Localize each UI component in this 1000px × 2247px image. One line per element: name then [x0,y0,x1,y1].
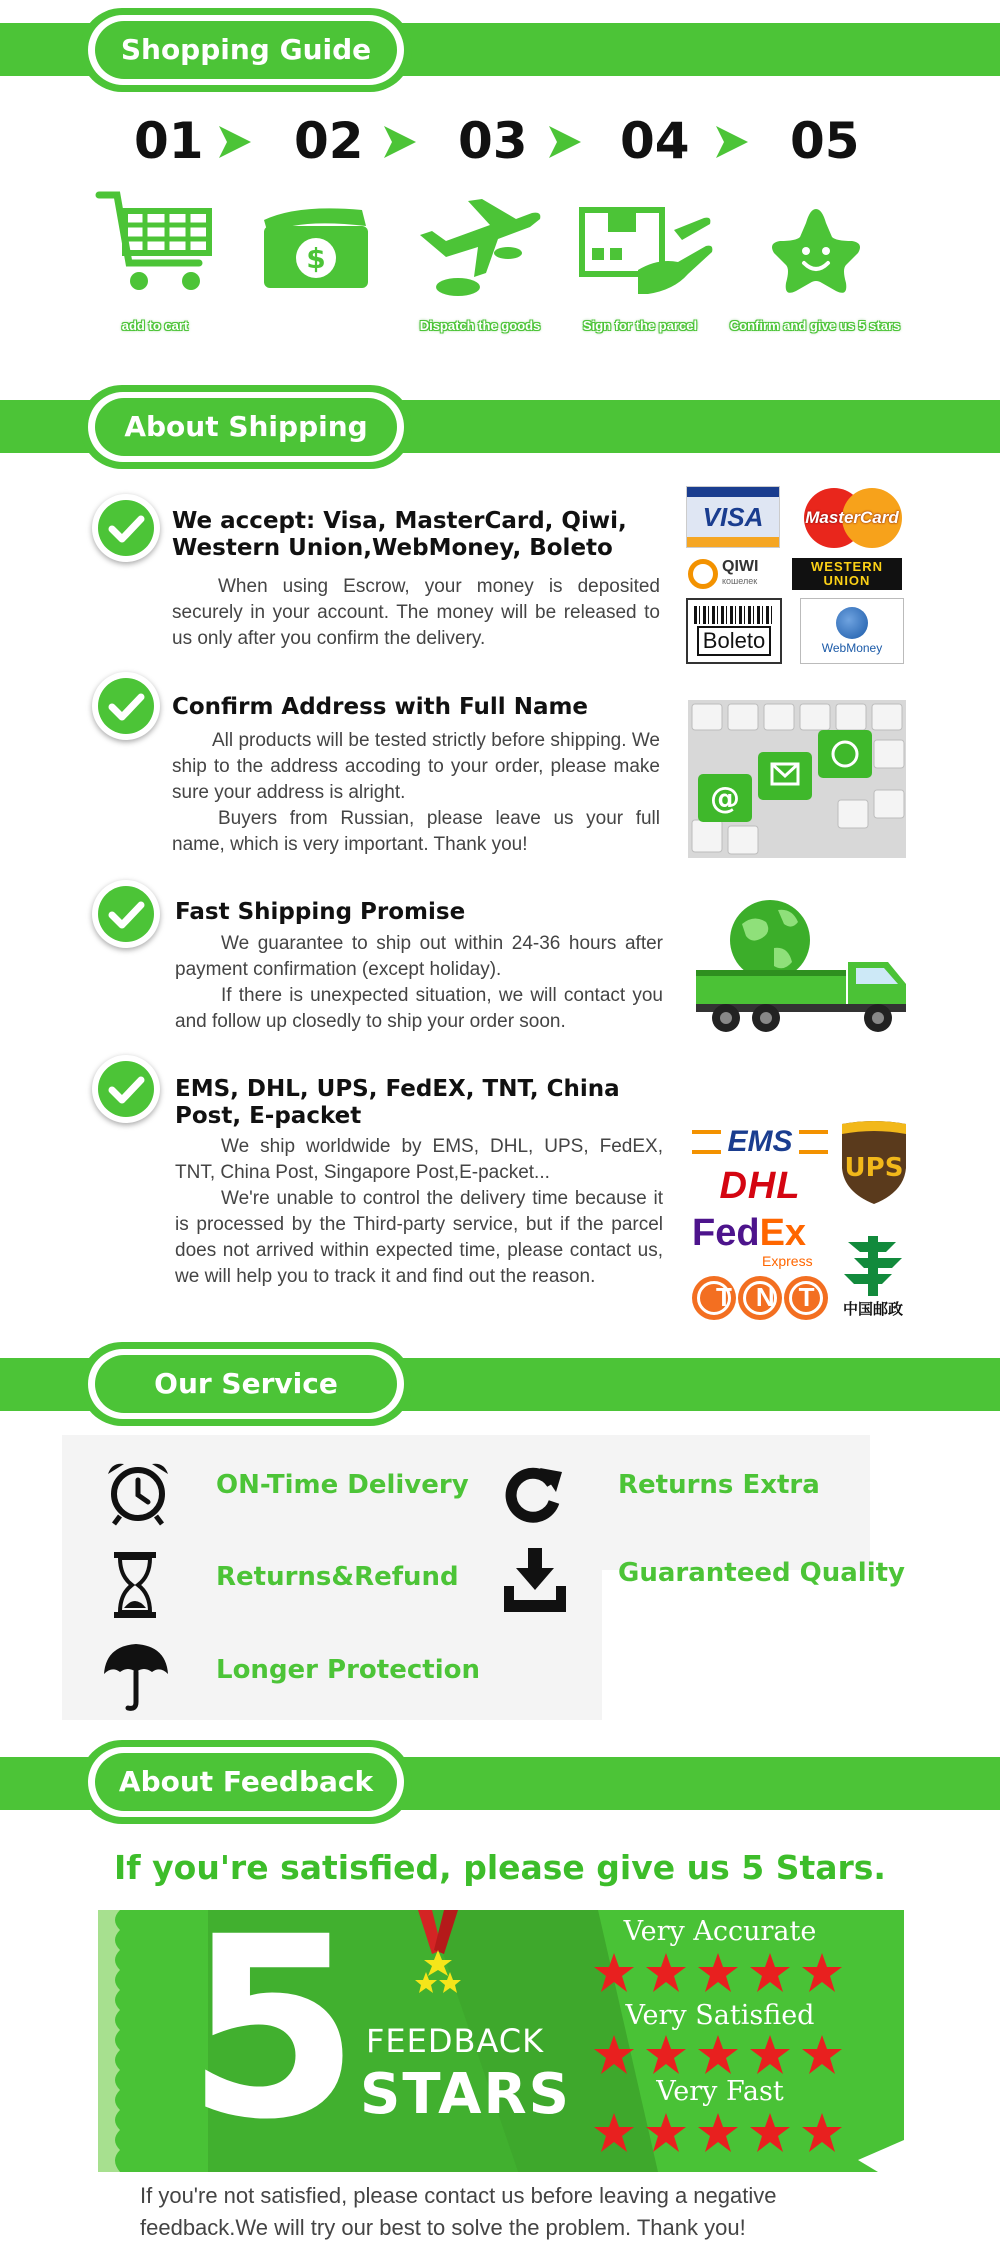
check-icon [92,1055,160,1123]
step-caption: add to cart [121,318,189,333]
step-number: 03 [458,112,528,170]
stars-word: STARS [360,2062,571,2127]
service-returns-extra: Returns Extra [618,1470,820,1500]
service-guaranteed-quality: Guaranteed Quality [618,1558,905,1588]
red-star-icon [592,2112,636,2154]
shipping-item-title: We accept: Visa, MasterCard, Qiwi, Western Union,WebMoney, Boleto [172,508,627,561]
western-union-logo: WESTERN UNION [792,558,902,590]
keyboard-image [688,700,906,858]
arrow-right-icon [712,122,752,162]
plane-icon [412,195,542,300]
section-title: About Shipping [95,398,397,456]
red-star-icon [800,2112,844,2154]
rating-label: Very Satisfied [625,2000,815,2031]
check-icon [92,494,160,562]
star-rating-row [592,1952,844,1994]
step-caption: Confirm and give us 5 stars [729,318,901,333]
svg-text:@: @ [710,781,740,816]
red-star-icon [800,1952,844,1994]
visa-logo: VISA [686,486,780,548]
shipping-item-body: All products will be tested strictly before shipping. We ship to the address accoding to your order, please make sure your address is alright. Buyers from Russian, please leave us your full name, which is very important. Thank you! [172,730,660,855]
red-star-icon [644,2034,688,2076]
step-number: 02 [294,112,364,170]
webmoney-logo: WebMoney [800,598,904,664]
refresh-icon [500,1460,566,1526]
shipping-item-title: Fast Shipping Promise [175,899,466,925]
ups-logo [838,1120,910,1206]
alarm-clock-icon [104,1458,172,1526]
ems-logo: EMS [692,1124,828,1160]
arrow-right-icon [215,122,255,162]
svg-text:中国邮政: 中国邮政 [842,1300,904,1318]
parcel-icon [578,200,718,305]
shipping-item-title: EMS, DHL, UPS, FedEX, TNT, China Post, E-packet [175,1076,620,1129]
truck-globe-image [692,896,910,1040]
red-star-icon [644,2112,688,2154]
check-icon [92,880,160,948]
tnt-logo: TNT [692,1274,828,1322]
red-star-icon [592,2034,636,2076]
mastercard-logo: MasterCard [800,486,904,550]
step-caption: Sign for the parcel [582,318,698,333]
service-longer-protection: Longer Protection [216,1655,480,1685]
section-header-about-feedback [80,1740,412,1824]
shipping-item-body: We guarantee to ship out within 24-36 hours after payment confirmation (except holiday). If there is unexpected situation, we will contact you and follow up closedly to ship your order soon. [175,933,663,1032]
step-number: 05 [790,112,860,170]
medal-icon [408,1910,468,2010]
feedback-footer-text: If you're not satisfied, please contact us before leaving a negative feedback.We will try our best to solve the problem. Thank you! [140,2183,777,2240]
svg-text:$: $ [306,242,326,275]
service-on-time: ON-Time Delivery [216,1470,469,1500]
svg-text:UPS: UPS [844,1153,904,1183]
step-number: 01 [134,112,204,170]
feedback-headline: If you're satisfied, please give us 5 Stars. [114,1848,886,1887]
feedback-word: FEEDBACK [366,2022,545,2060]
section-title: Shopping Guide [95,21,397,79]
qiwi-logo: QIWI кошелек [688,556,784,592]
red-star-icon [748,2034,792,2076]
shipping-item-title: Confirm Address with Full Name [172,694,589,720]
red-star-icon [696,2034,740,2076]
star-rating-row [592,2112,844,2154]
shipping-item-body: We ship worldwide by EMS, DHL, UPS, FedEX, TNT, China Post, Singapore Post,E-packet... We're unable to control the delivery time because it is processed by the Third-party service, but if the parcel does not arrived within expected time, please contact us, we will help you to track it and find out the reason. [175,1136,663,1287]
star-rating-row [592,2034,844,2076]
arrow-right-icon [380,122,420,162]
star-icon [766,205,866,300]
section-header-about-shipping [80,385,412,469]
section-title: About Feedback [95,1753,397,1811]
fedex-logo: FedEx Express [692,1212,813,1269]
china-post-logo [838,1230,908,1320]
money-icon [258,200,373,295]
red-star-icon [696,2112,740,2154]
red-star-icon [644,1952,688,1994]
dhl-logo: DHL [719,1164,801,1207]
umbrella-icon [100,1640,172,1712]
red-star-icon [800,2034,844,2076]
check-icon [92,672,160,740]
red-star-icon [592,1952,636,1994]
cart-icon [95,185,220,300]
section-header-our-service [80,1342,412,1426]
shipping-item-body: When using Escrow, your money is deposited securely in your account. The money will be released to us only after you confirm the delivery. [172,576,660,649]
step-number: 04 [620,112,690,170]
boleto-logo: Boleto [686,598,782,664]
big-five-number: 5 [186,1910,360,2172]
red-star-icon [748,1952,792,1994]
step-caption: Dispatch the goods [419,318,541,333]
download-tray-icon [500,1546,570,1614]
section-header-shopping-guide [80,8,412,92]
rating-label: Very Accurate [623,1916,817,1947]
rating-label: Very Fast [656,2076,784,2107]
red-star-icon [696,1952,740,1994]
service-returns-refund: Returns&Refund [216,1562,459,1592]
hourglass-icon [110,1550,160,1620]
arrow-right-icon [545,122,585,162]
section-title: Our Service [95,1355,397,1413]
red-star-icon [748,2112,792,2154]
